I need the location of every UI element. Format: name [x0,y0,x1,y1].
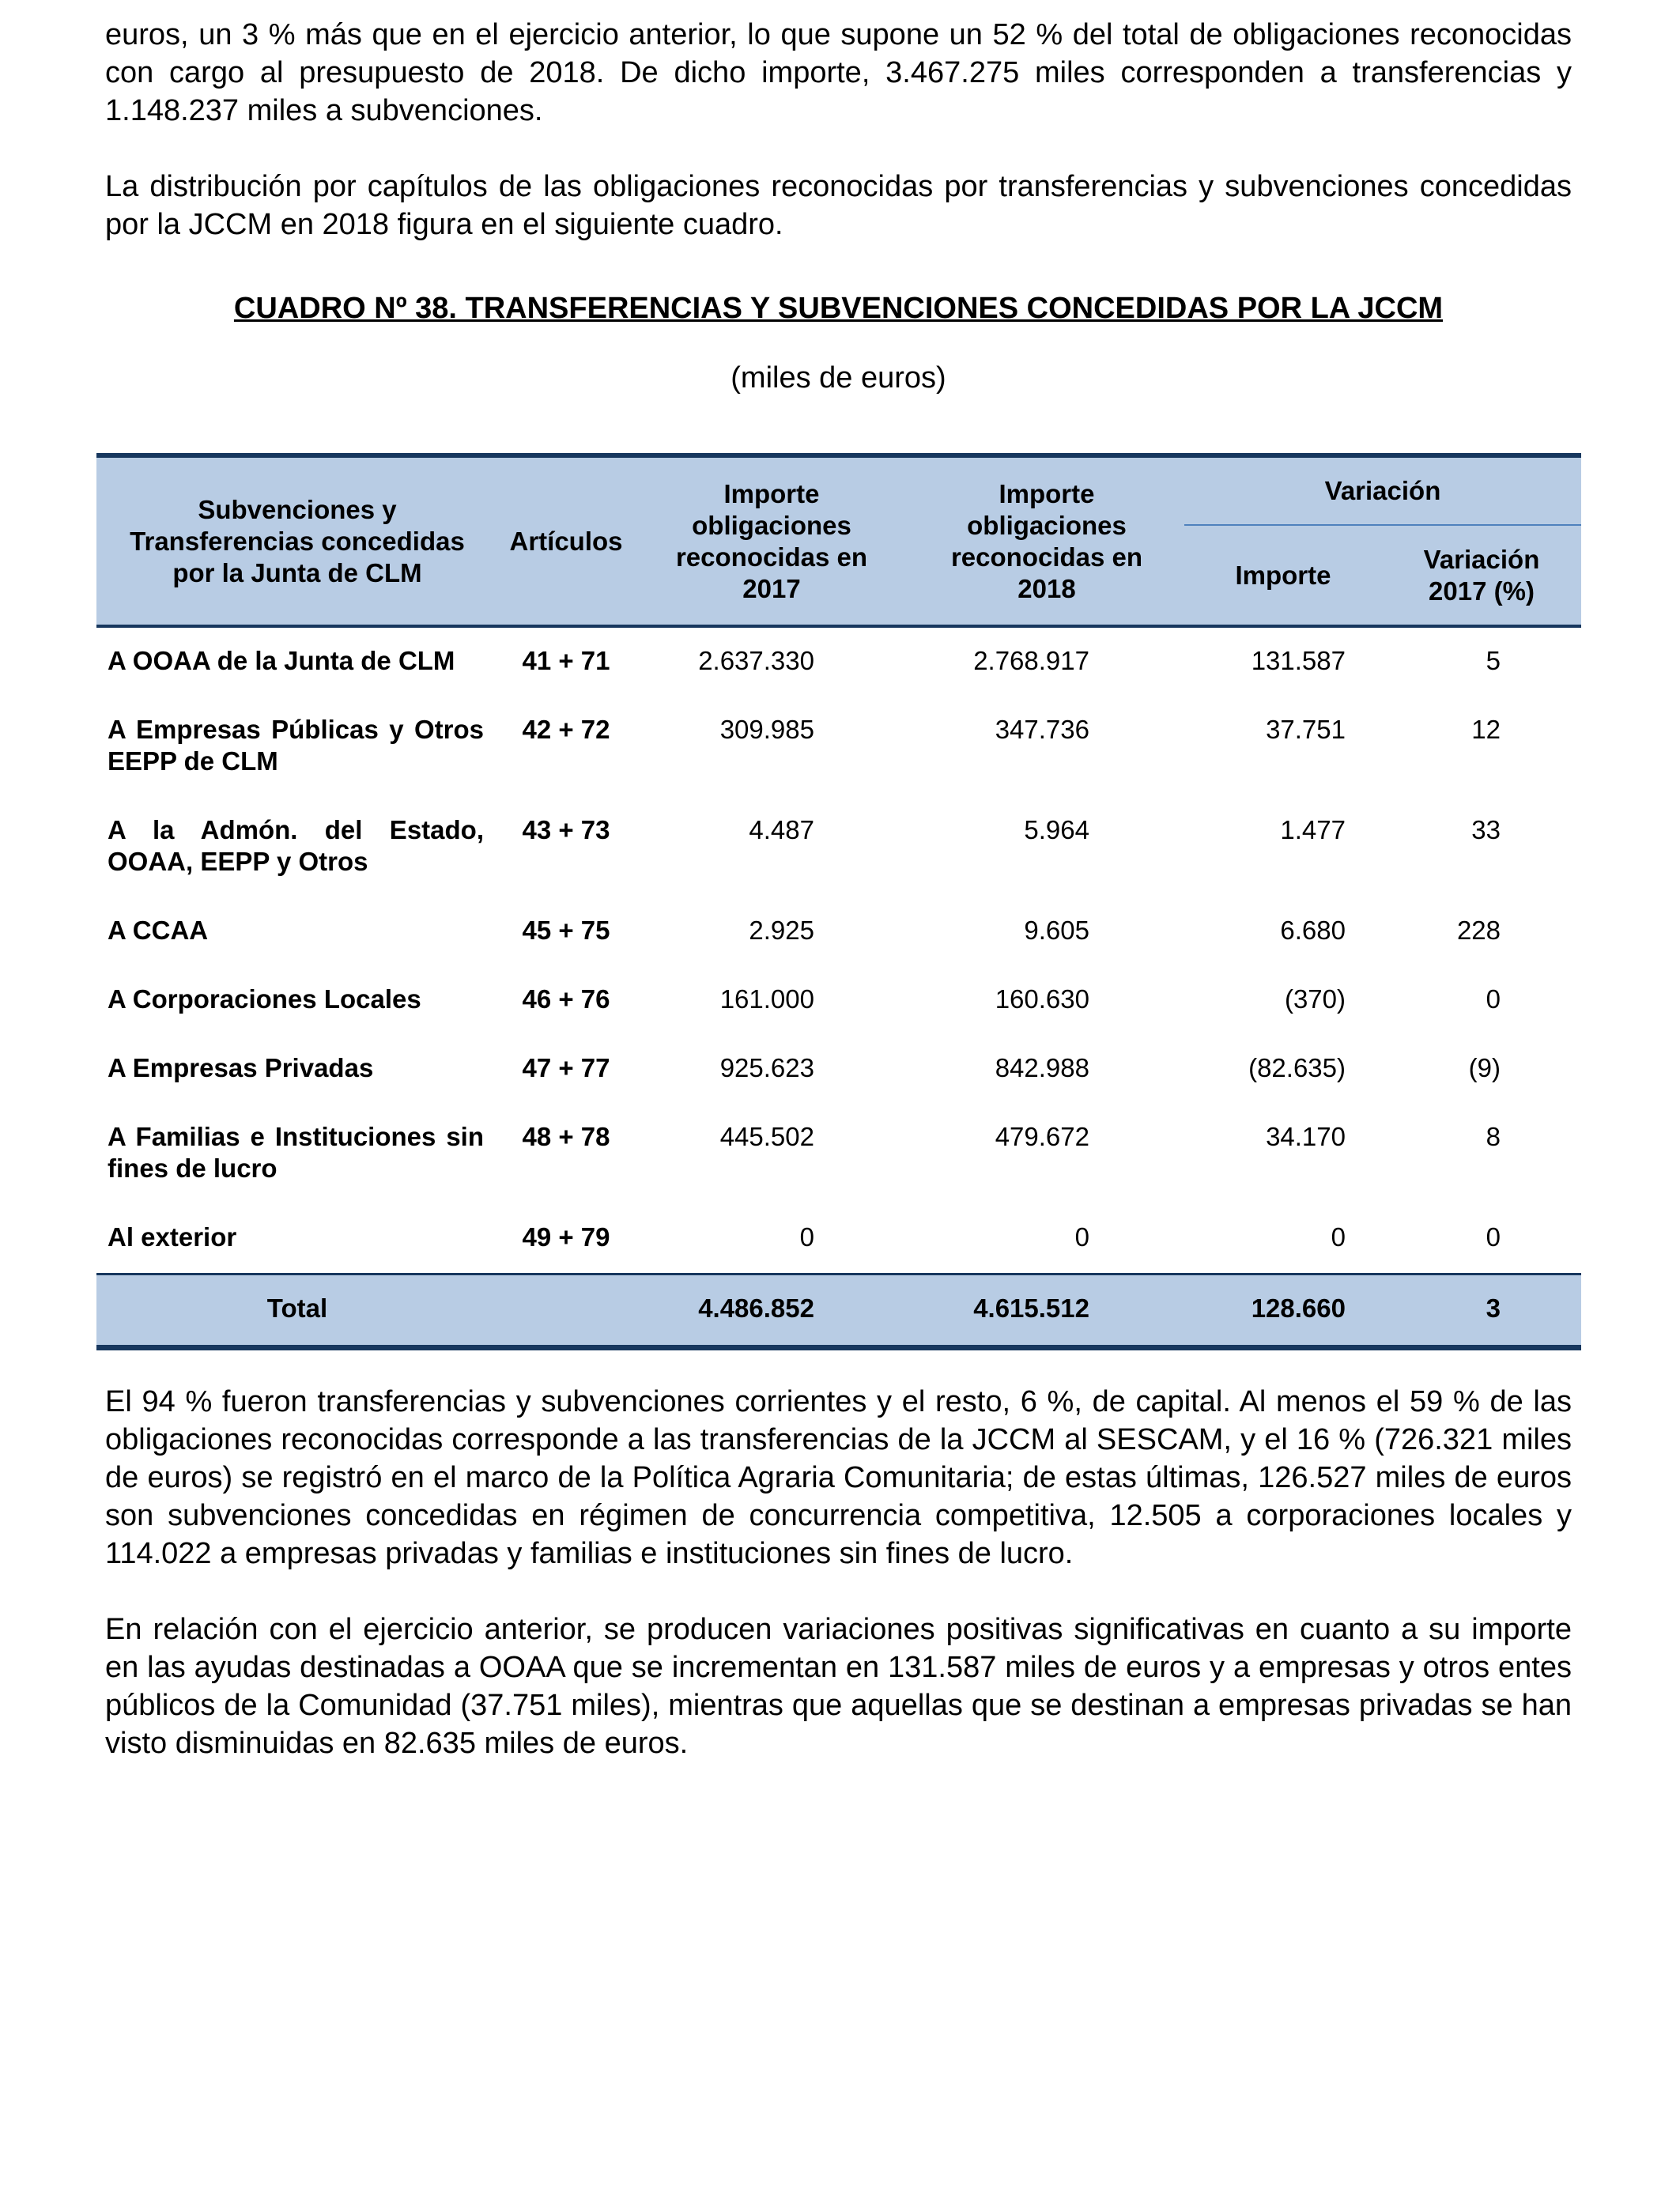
row-label: A Empresas Privadas [108,1053,374,1082]
document-page [105,16,1572,397]
table-row [96,697,1581,797]
row-variation-pct: 5 [1486,646,1501,675]
row-2018: 2.768.917 [973,646,1089,675]
total-variation: 128.660 [1184,1274,1382,1348]
intro-paragraph-1: euros, un 3 % más que en el ejercicio anterior, lo que supone un 52 % del total de obligaciones reconocidas con cargo al presupuesto de 2018. De dicho importe, 3.467.275 miles corresponden a transferencias y 1.148.237 miles a subvenciones. [105,18,1572,127]
row-variation: 0 [1331,1222,1346,1252]
body-paragraph-3: El 94 % fueron transferencias y subvenciones corrientes y el resto, 6 %, de capital. Al menos el 59 % de las obligaciones reconocidas corresponde a las transferencias de la JCCM al SESCAM, y el 16 % (726.321 miles de euros) se registró en el marco de la Política Agraria Comunitaria; de estas últimas, 126.527 miles de euros son subvenciones concedidas en régimen de concurrencia competitiva, 12.505 a corporaciones locales y 114.022 a empresas privadas y familias e instituciones sin fines de lucro. [105,1385,1572,1570]
header-importe-2018: Importe obligaciones reconocidas en 2018 [909,455,1184,626]
header-concept: Subvenciones y Transferencias concedidas por la Junta de CLM [96,455,498,626]
row-2018: 479.672 [995,1122,1089,1151]
row-label: A Empresas Públicas y Otros EEPP de CLM [108,715,484,776]
row-2017: 0 [799,1222,814,1252]
row-variation: 131.587 [1251,646,1346,675]
row-variation: (370) [1284,984,1346,1014]
row-variation: 34.170 [1266,1122,1346,1151]
total-articles [498,1274,634,1348]
row-label: A Corporaciones Locales [108,984,421,1014]
row-variation-pct: 33 [1471,815,1501,844]
table-row [96,897,1581,966]
table-units: (miles de euros) [731,361,946,395]
row-2017: 2.925 [749,916,814,945]
row-variation-pct: 8 [1486,1122,1501,1151]
row-2018: 347.736 [995,715,1089,744]
table-row [96,966,1581,1035]
row-variation: (82.635) [1248,1053,1346,1082]
row-2017: 4.487 [749,815,814,844]
transfers-table-container [96,453,1581,1350]
row-label: A la Admón. del Estado, OOAA, EEPP y Otros [108,815,484,876]
after-table-text [105,1383,1572,1762]
row-variation-pct: 228 [1456,916,1501,945]
row-2018: 842.988 [995,1053,1089,1082]
table-row [96,1035,1581,1104]
total-2018: 4.615.512 [909,1274,1184,1348]
table-row [96,797,1581,897]
total-label: Total [96,1274,498,1348]
row-2018: 0 [1074,1222,1089,1252]
row-2018: 160.630 [995,984,1089,1014]
row-label: A OOAA de la Junta de CLM [108,646,455,675]
row-variation-pct: 12 [1471,715,1501,744]
table-row [96,626,1581,697]
header-variacion-pct: Variación 2017 (%) [1382,525,1581,626]
total-variation-pct: 3 [1382,1274,1581,1348]
intro-paragraph-2: La distribución por capítulos de las obligaciones reconocidas por transferencias y subvenciones concedidas por la JCCM en 2018 figura en el siguiente cuadro. [105,170,1572,241]
table-title: CUADRO Nº 38. TRANSFERENCIAS Y SUBVENCIONES CONCEDIDAS POR LA JCCM [233,292,1444,325]
row-label: A CCAA [108,916,209,945]
row-articles: 42 + 72 [522,715,610,744]
table-row [96,1104,1581,1204]
row-label: A Familias e Instituciones sin fines de lucro [108,1122,484,1183]
row-articles: 48 + 78 [522,1122,610,1151]
row-label: Al exterior [108,1222,237,1252]
row-2018: 5.964 [1024,815,1089,844]
row-2017: 161.000 [719,984,814,1014]
body-paragraph-4: En relación con el ejercicio anterior, se producen variaciones positivas significativas en cuanto a su importe en las ayudas destinadas a OOAA que se incrementan en 131.587 miles de euros y a empresas y otros entes públicos de la Comunidad (37.751 miles), mientras que aquellas que se destinan a empresas privadas se han visto disminuidas en 82.635 miles de euros. [105,1613,1572,1760]
row-2018: 9.605 [1024,916,1089,945]
header-importe-2017: Importe obligaciones reconocidas en 2017 [634,455,909,626]
header-articles: Artículos [498,455,634,626]
row-variation-pct: 0 [1486,984,1501,1014]
row-2017: 309.985 [719,715,814,744]
row-variation: 37.751 [1266,715,1346,744]
row-variation: 6.680 [1280,916,1346,945]
row-2017: 2.637.330 [698,646,814,675]
row-variation-pct: 0 [1486,1222,1501,1252]
header-variacion: Variación [1184,455,1581,525]
row-articles: 41 + 71 [522,646,610,675]
row-articles: 45 + 75 [522,916,610,945]
row-articles: 43 + 73 [522,815,610,844]
row-articles: 47 + 77 [522,1053,610,1082]
transfers-table [96,453,1581,1350]
total-2017: 4.486.852 [634,1274,909,1348]
row-variation: 1.477 [1280,815,1346,844]
row-articles: 49 + 79 [522,1222,610,1252]
row-variation-pct: (9) [1468,1053,1501,1082]
row-articles: 46 + 76 [522,984,610,1014]
total-row [96,1274,1581,1348]
table-row [96,1204,1581,1274]
row-2017: 445.502 [719,1122,814,1151]
header-variacion-importe: Importe [1184,525,1382,626]
row-2017: 925.623 [719,1053,814,1082]
